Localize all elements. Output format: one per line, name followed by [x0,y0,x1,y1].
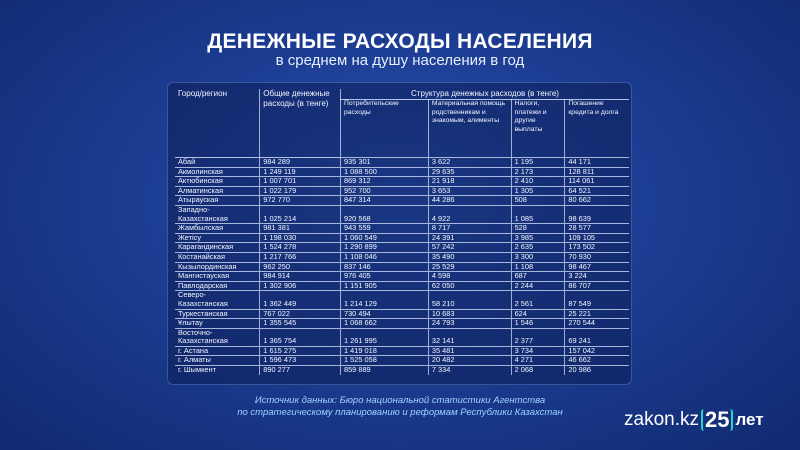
aid-cell: 3 653 [428,186,511,196]
consumer-cell: 952 700 [340,186,428,196]
loans-cell: 70 930 [565,252,629,262]
loans-cell: 98 467 [565,262,629,272]
table-row [175,291,629,309]
consumer-cell: 1 151 905 [340,281,428,291]
loans-cell: 157 042 [565,346,629,356]
total-cell: 1 198 030 [260,233,341,243]
region-cell: Алматинская [175,186,260,196]
loans-cell: 3 224 [565,272,629,282]
table-row [175,158,629,168]
consumer-cell: 1 068 662 [340,319,428,329]
taxes-cell: 528 [511,224,565,234]
aid-cell: 8 717 [428,224,511,234]
source-line-2: по стратегическому планированию и реформам Республики Казахстан [237,406,563,418]
header-region: Город/регион [175,89,260,158]
aid-cell: 25 529 [428,262,511,272]
region-cell: Ұлытау [175,319,260,329]
consumer-cell: 847 314 [340,196,428,206]
loans-cell: 114 061 [565,177,629,187]
region-cell: Абай [175,158,260,168]
total-cell: 972 770 [260,196,341,206]
loans-cell: 69 241 [565,328,629,346]
loans-cell: 87 549 [565,291,629,309]
consumer-cell: 1 060 549 [340,233,428,243]
table-row [175,309,629,319]
region-prefix: Северо- [178,290,207,300]
taxes-cell: 1 195 [511,158,565,168]
total-cell: 962 250 [260,262,341,272]
consumer-cell: 1 214 129 [340,291,428,309]
region-cell: Акмолинская [175,167,260,177]
total-cell: 1 022 179 [260,186,341,196]
region-prefix: Западно- [178,204,210,214]
total-cell: 1 596 473 [260,356,341,366]
region-cell: Костанайская [175,252,260,262]
loans-cell: 173 502 [565,243,629,253]
consumer-cell: 1 525 058 [340,356,428,366]
region-cell [175,328,260,346]
region-cell: Жетісу [175,233,260,243]
table-row [175,281,629,291]
total-cell: 1 249 119 [260,167,341,177]
taxes-cell: 2 377 [511,328,565,346]
table-body [175,158,629,375]
table-row [175,356,629,366]
region-cell [175,205,260,223]
region-cell [175,291,260,309]
taxes-cell: 2 244 [511,281,565,291]
logo-suffix: лет [735,410,764,429]
aid-cell: 44 286 [428,196,511,206]
table-row [175,196,629,206]
header-consumer: Потребительские расходы [340,100,428,158]
taxes-cell: 2 635 [511,243,565,253]
page-subtitle: в среднем на душу населения в год [275,52,525,69]
region-cell: г. Алматы [175,356,260,366]
loans-cell: 128 811 [565,167,629,177]
logo-text: zakon.kz [624,409,699,430]
region-prefix: Восточно- [178,327,213,337]
region-name: Казахстанская [178,213,228,223]
aid-cell: 32 141 [428,328,511,346]
loans-cell: 64 521 [565,186,629,196]
taxes-cell: 1 108 [511,262,565,272]
consumer-cell: 935 301 [340,158,428,168]
aid-cell: 57 242 [428,243,511,253]
aid-cell: 10 683 [428,309,511,319]
header-structure: Структура денежных расходов (в тенге) [340,89,629,100]
table-row [175,243,629,253]
total-cell: 767 022 [260,309,341,319]
region-name: Казахстанская [178,298,228,308]
region-cell: Павлодарская [175,281,260,291]
consumer-cell: 869 312 [340,177,428,187]
region-cell: г. Астана [175,346,260,356]
consumer-cell: 1 108 046 [340,252,428,262]
aid-cell: 29 635 [428,167,511,177]
table-row [175,319,629,329]
aid-cell: 3 622 [428,158,511,168]
aid-cell: 4 598 [428,272,511,282]
aid-cell: 24 793 [428,319,511,329]
consumer-cell: 1 261 995 [340,328,428,346]
loans-cell: 86 707 [565,281,629,291]
consumer-cell: 1 290 899 [340,243,428,253]
taxes-cell: 3 734 [511,346,565,356]
aid-cell: 58 210 [428,291,511,309]
aid-cell: 24 391 [428,233,511,243]
total-cell: 1 362 449 [260,291,341,309]
page-title: ДЕНЕЖНЫЕ РАСХОДЫ НАСЕЛЕНИЯ [207,30,593,53]
total-cell: 981 381 [260,224,341,234]
loans-cell: 80 662 [565,196,629,206]
consumer-cell: 1 088 500 [340,167,428,177]
total-cell: 1 007 701 [260,177,341,187]
table-row [175,262,629,272]
table-row [175,252,629,262]
header-aid: Материальная помощь родственникам и знакомым, алименты [428,100,511,158]
taxes-cell: 624 [511,309,565,319]
region-cell: Карагандинская [175,243,260,253]
taxes-cell: 4 271 [511,356,565,366]
aid-cell: 35 490 [428,252,511,262]
table-row [175,346,629,356]
taxes-cell: 3 300 [511,252,565,262]
loans-cell: 20 986 [565,366,629,375]
table-row [175,224,629,234]
taxes-cell: 1 546 [511,319,565,329]
consumer-cell: 943 559 [340,224,428,234]
aid-cell: 35 481 [428,346,511,356]
table-row [175,205,629,223]
total-cell: 984 289 [260,158,341,168]
aid-cell: 21 918 [428,177,511,187]
total-cell: 1 217 766 [260,252,341,262]
loans-cell: 98 639 [565,205,629,223]
table-row [175,366,629,375]
consumer-cell: 976 405 [340,272,428,282]
total-cell: 1 365 754 [260,328,341,346]
taxes-cell: 2 561 [511,291,565,309]
aid-cell: 62 050 [428,281,511,291]
zakon-logo [624,409,764,431]
taxes-cell: 1 305 [511,186,565,196]
taxes-cell: 508 [511,196,565,206]
taxes-cell: 1 085 [511,205,565,223]
taxes-cell: 2 068 [511,366,565,375]
total-cell: 1 615 275 [260,346,341,356]
total-cell: 1 355 545 [260,319,341,329]
region-name: Казахстанская [178,336,228,346]
region-cell: Атырауская [175,196,260,206]
aid-cell: 20 482 [428,356,511,366]
table-row [175,177,629,187]
consumer-cell: 730 494 [340,309,428,319]
table-row [175,272,629,282]
table-row [175,233,629,243]
table-row [175,186,629,196]
total-cell: 1 524 278 [260,243,341,253]
total-cell: 1 025 214 [260,205,341,223]
region-cell: Мангистауская [175,272,260,282]
loans-cell: 46 662 [565,356,629,366]
total-cell: 1 302 906 [260,281,341,291]
header-total: Общие денежные расходы (в тенге) [260,89,341,158]
total-cell: 984 914 [260,272,341,282]
region-cell: Жамбылская [175,224,260,234]
aid-cell: 7 334 [428,366,511,375]
region-cell: г. Шымкент [175,366,260,375]
region-cell: Туркестанская [175,309,260,319]
logo-number: 25 [701,409,733,431]
table-row [175,328,629,346]
consumer-cell: 859 889 [340,366,428,375]
header-loans: Погашение кредита и долга [565,100,629,158]
region-cell: Актюбинская [175,177,260,187]
loans-cell: 270 544 [565,319,629,329]
total-cell: 890 277 [260,366,341,375]
loans-cell: 44 171 [565,158,629,168]
taxes-cell: 2 410 [511,177,565,187]
taxes-cell: 687 [511,272,565,282]
table-row [175,167,629,177]
consumer-cell: 920 568 [340,205,428,223]
source-line-1: Источник данных: Бюро национальной статистики Агентства [254,395,546,406]
taxes-cell: 3 985 [511,233,565,243]
expenses-table [175,89,629,375]
region-cell: Кызылординская [175,262,260,272]
consumer-cell: 837 146 [340,262,428,272]
consumer-cell: 1 419 018 [340,346,428,356]
header-taxes: Налоги, платежи и другие выплаты [511,100,565,158]
loans-cell: 25 221 [565,309,629,319]
table-panel [167,82,632,385]
aid-cell: 4 922 [428,205,511,223]
taxes-cell: 2 173 [511,167,565,177]
loans-cell: 28 577 [565,224,629,234]
loans-cell: 109 105 [565,233,629,243]
